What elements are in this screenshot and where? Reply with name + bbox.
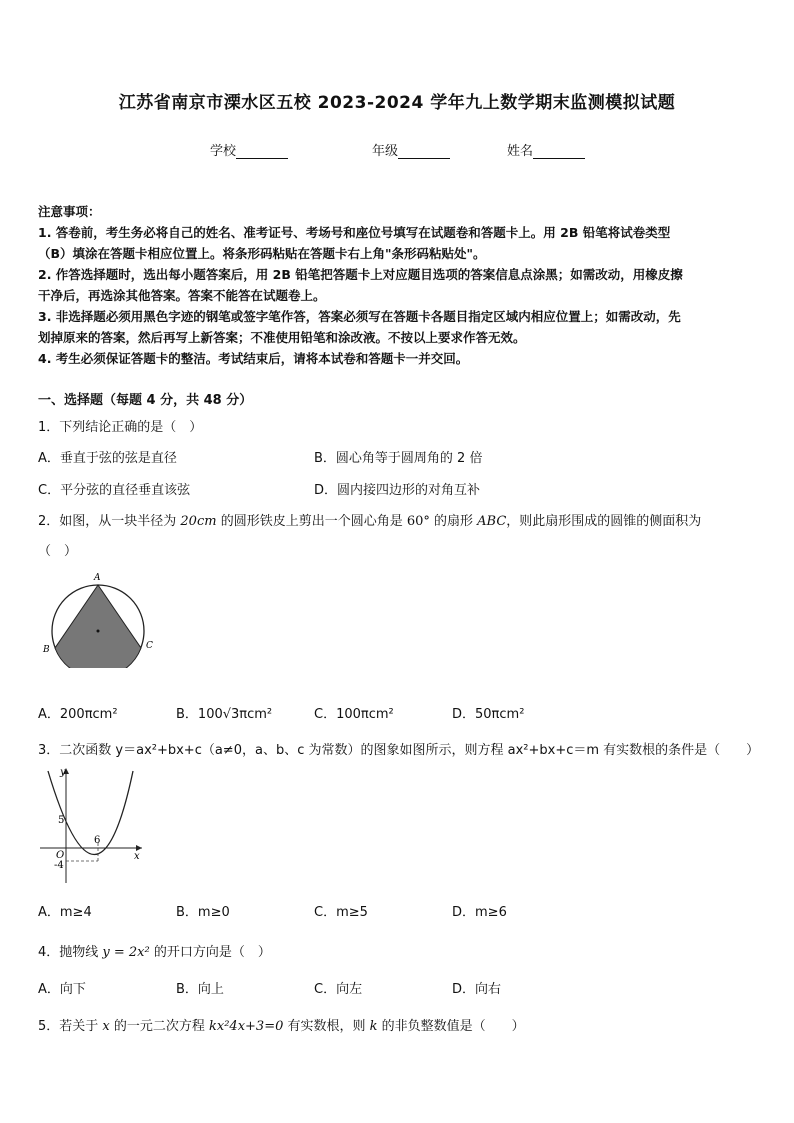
label-a: A — [94, 573, 101, 583]
q2-sector-figure — [40, 568, 165, 668]
q4-stem-part: 4．抛物线 — [38, 945, 103, 960]
question-1-stem: 1．下列结论正确的是（ ） — [38, 420, 203, 435]
label-c: C — [146, 641, 153, 651]
grade-label: 年级 — [372, 144, 399, 159]
q4-stem-part: 的开口方向是（ ） — [149, 945, 271, 960]
q2-option-a: A．200πcm² — [38, 707, 118, 722]
notes-heading: 注意事项： — [38, 204, 101, 219]
q2-option-d: D．50πcm² — [452, 707, 525, 722]
center-point — [97, 630, 100, 633]
question-2-stem — [38, 510, 701, 529]
q2-option-c: C．100πcm² — [314, 707, 394, 722]
q4-option-b: B．向上 — [176, 982, 224, 997]
note-line: 4. 考生必须保证答题卡的整洁。考试结束后，请将本试卷和答题卡一并交回。 — [38, 351, 469, 366]
q3-option-c: C．m≥5 — [314, 905, 368, 920]
tick-6-label: 6 — [94, 835, 101, 846]
parabola-curve — [48, 771, 133, 855]
note-line: 3. 非选择题必须用黑色字迹的钢笔或签字笔作答，答案必须写在答题卡各题目指定区域内相应位置上；如需改动，先 — [38, 309, 681, 324]
q5-equation: kx²4x+3=0 — [209, 1019, 284, 1034]
q3-option-d: D．m≥6 — [452, 905, 507, 920]
tick-neg4-label: -4 — [54, 860, 64, 871]
school-label: 学校 — [210, 144, 237, 159]
q3-option-b: B．m≥0 — [176, 905, 230, 920]
q5-stem-part: 有实数根，则 — [283, 1019, 370, 1034]
q5-variable-k: k — [369, 1019, 378, 1034]
q2-answer-paren: （ ） — [38, 544, 78, 559]
q4-option-a: A．向下 — [38, 982, 86, 997]
q2-option-b: B．100√3πcm² — [176, 707, 273, 722]
note-line: 1. 答卷前，考生务必将自己的姓名、准考证号、考场号和座位号填写在试题卷和答题卡上。用 2B 铅笔将试卷类型 — [38, 225, 671, 240]
q2-angle: 60° — [406, 514, 430, 529]
grade-field — [372, 140, 450, 159]
question-3-stem: 3．二次函数 y＝ax²+bx+c（a≠0，a、b、c 为常数）的图象如图所示，则方程 ax²+bx+c＝m 有实数根的条件是（ ） — [38, 743, 760, 758]
name-field — [507, 140, 585, 159]
q1-option-c: C．平分弦的直径垂直该弦 — [38, 483, 191, 498]
note-line: 划掉原来的答案，然后再写上新答案；不准使用铅笔和涂改液。不按以上要求作答无效。 — [38, 330, 526, 345]
q3-parabola-figure — [38, 763, 148, 888]
note-line: 2. 作答选择题时，选出每小题答案后，用 2B 铅笔把答题卡上对应题目选项的答案信息点涂黑；如需改动，用橡皮擦 — [38, 267, 683, 282]
q2-stem-part: 的扇形 — [429, 514, 478, 529]
note-line: （B）填涂在答题卡相应位置上。将条形码粘贴在答题卡右上角"条形码粘贴处"。 — [38, 246, 486, 261]
q1-option-b: B．圆心角等于圆周角的 2 倍 — [314, 451, 483, 466]
q2-stem-part: ，则此扇形围成的圆锥的侧面积为 — [506, 514, 702, 529]
q2-stem-part: 2．如图，从一块半径为 — [38, 514, 181, 529]
q4-option-d: D．向右 — [452, 982, 502, 997]
note-line: 干净后，再选涂其他答案。答案不能答在试题卷上。 — [38, 288, 326, 303]
question-5-stem — [38, 1015, 525, 1034]
q5-stem-part: 的非负整数值是（ ） — [377, 1019, 525, 1034]
question-4-stem — [38, 941, 271, 960]
school-blank — [236, 144, 288, 159]
q2-sector-name: ABC — [477, 514, 507, 529]
school-field — [210, 140, 288, 159]
name-label: 姓名 — [507, 144, 534, 159]
sector-shape — [55, 585, 141, 668]
q4-equation: y = 2x² — [102, 945, 150, 960]
label-b: B — [43, 645, 50, 655]
q1-option-d: D．圆内接四边形的对角互补 — [314, 483, 481, 498]
y-axis-label: y — [60, 767, 66, 778]
q1-option-a: A．垂直于弦的弦是直径 — [38, 451, 177, 466]
q4-option-c: C．向左 — [314, 982, 363, 997]
q5-variable-x: x — [102, 1019, 110, 1034]
q2-radius: 20cm — [180, 514, 217, 529]
exam-notes — [38, 201, 758, 369]
q3-option-a: A．m≥4 — [38, 905, 92, 920]
tick-5-label: 5 — [58, 815, 65, 826]
name-blank — [533, 144, 585, 159]
q2-stem-part: 的圆形铁皮上剪出一个圆心角是 — [216, 514, 407, 529]
q5-stem-part: 5．若关于 — [38, 1019, 103, 1034]
origin-label: O — [56, 850, 65, 861]
x-axis-label: x — [134, 851, 140, 862]
grade-blank — [398, 144, 450, 159]
section-heading: 一、选择题（每题 4 分，共 48 分） — [38, 393, 253, 408]
exam-title: 江苏省南京市溧水区五校 2023-2024 学年九上数学期末监测模拟试题 — [118, 93, 676, 113]
q5-stem-part: 的一元二次方程 — [109, 1019, 210, 1034]
